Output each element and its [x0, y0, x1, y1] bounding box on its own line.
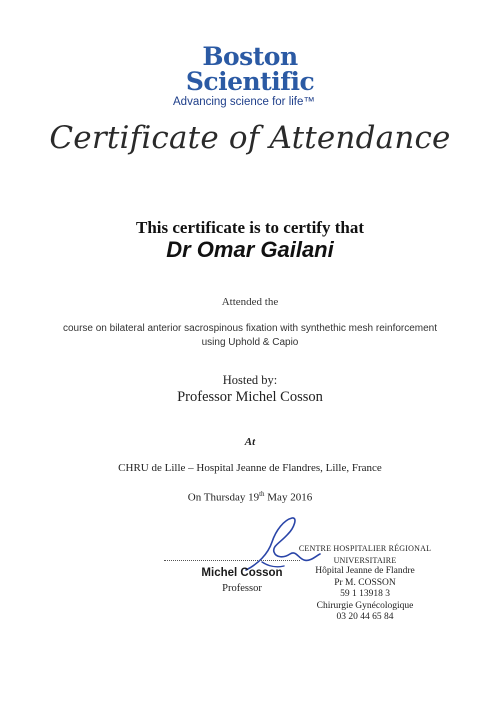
attended-label: Attended the [221, 296, 279, 308]
date-rest: May 2016 [264, 491, 313, 504]
logo-word-scientific: Scientific [185, 67, 315, 96]
institution-stamp [290, 543, 440, 624]
stamp-line: Pr M. COSSON [334, 577, 396, 588]
at-label: At [244, 436, 256, 448]
event-date [0, 490, 500, 504]
hosted-by-label: Hosted by: [222, 373, 278, 387]
signer-name: Michel Cosson [201, 567, 283, 579]
stamp-line: Hôpital Jeanne de Flandre [315, 566, 415, 576]
date-ordinal-suffix: th [259, 490, 265, 498]
host-name: Professor Michel Cosson [177, 389, 323, 405]
stamp-line: CENTRE HOSPITALIER RÉGIONAL UNIVERSITAIRE [298, 544, 432, 565]
certificate-title: Certificate of Attendance [49, 120, 451, 156]
stamp-line: Chirurgie Gynécologique [316, 600, 414, 611]
stamp-line: 03 20 44 65 84 [336, 612, 394, 622]
signer-role: Professor [222, 583, 262, 594]
course-description-line-2: using Uphold & Capio [201, 337, 299, 348]
recipient-name: Dr Omar Gailani [166, 237, 334, 262]
stamp-line: 59 1 13918 3 [340, 589, 390, 599]
course-description-line-1: course on bilateral anterior sacrospinous fixation with synthethic mesh reinforcement [62, 323, 438, 334]
logo-tagline: Advancing science for life™ [173, 96, 315, 108]
date-prefix: On Thursday 19 [187, 491, 260, 504]
logo-word-boston: Boston [202, 42, 298, 71]
venue: CHRU de Lille – Hospital Jeanne de Flandres, Lille, France [118, 462, 382, 474]
certify-statement: This certificate is to certify that [136, 218, 364, 237]
